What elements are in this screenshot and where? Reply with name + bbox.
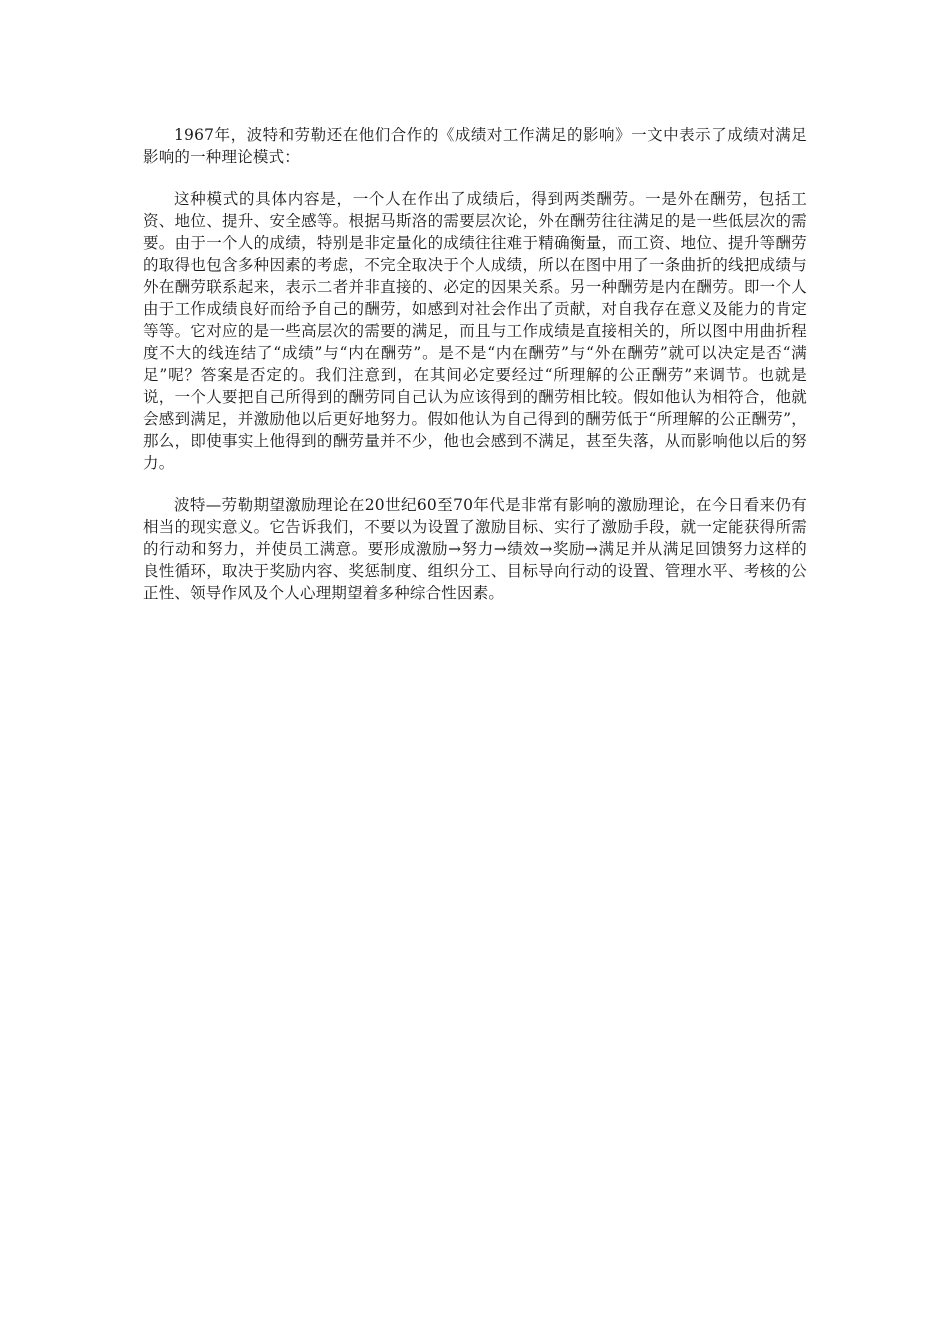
paragraph-intro: 1967年，波特和劳勒还在他们合作的《成绩对工作满足的影响》一文中表示了成绩对满足影响的一种理论模式： [143,126,807,166]
paragraph-conclusion: 波特—劳勒期望激励理论在20世纪60至70年代是非常有影响的激励理论，在今日看来仍有相当的现实意义。它告诉我们，不要以为设置了激励目标、实行了激励手段，就一定能获得所需的行动和努力，并使员工满意。要形成激励→努力→绩效→奖励→满足并从满足回馈努力这样的良性循环，取决于奖励内容、奖惩制度、组织分工、目标导向行动的设置、管理水平、考核的公正性、领导作风及个人心理期望着多种综合性因素。 [143,496,807,602]
paragraph-model-description: 这种模式的具体内容是，一个人在作出了成绩后，得到两类酬劳。一是外在酬劳，包括工资、地位、提升、安全感等。根据马斯洛的需要层次论，外在酬劳往往满足的是一些低层次的需要。由于一个人的成绩，特别是非定量化的成绩往往难于精确衡量，而工资、地位、提升等酬劳的取得也包含多种因素的考虑，不完全取决于个人成绩，所以在图中用了一条曲折的线把成绩与外在酬劳联系起来，表示二者并非直接的、必定的因果关系。另一种酬劳是内在酬劳。即一个人由于工作成绩良好而给予自己的酬劳，如感到对社会作出了贡献，对自我存在意义及能力的肯定等等。它对应的是一些高层次的需要的满足，而且与工作成绩是直接相关的，所以图中用曲折程度不大的线连结了“成绩”与“内在酬劳”。是不是“内在酬劳”与“外在酬劳”就可以决定是否“满足”呢？答案是否定的。我们注意到，在其间必定要经过“所理解的公正酬劳”来调节。也就是说，一个人要把自己所得到的酬劳同自己认为应该得到的酬劳相比较。假如他认为相符合，他就会感到满足，并激励他以后更好地努力。假如他认为自己得到的酬劳低于“所理解的公正酬劳”，那么，即使事实上他得到的酬劳量并不少，他也会感到不满足，甚至失落，从而影响他以后的努力。 [143,190,807,472]
document-body [143,124,807,624]
